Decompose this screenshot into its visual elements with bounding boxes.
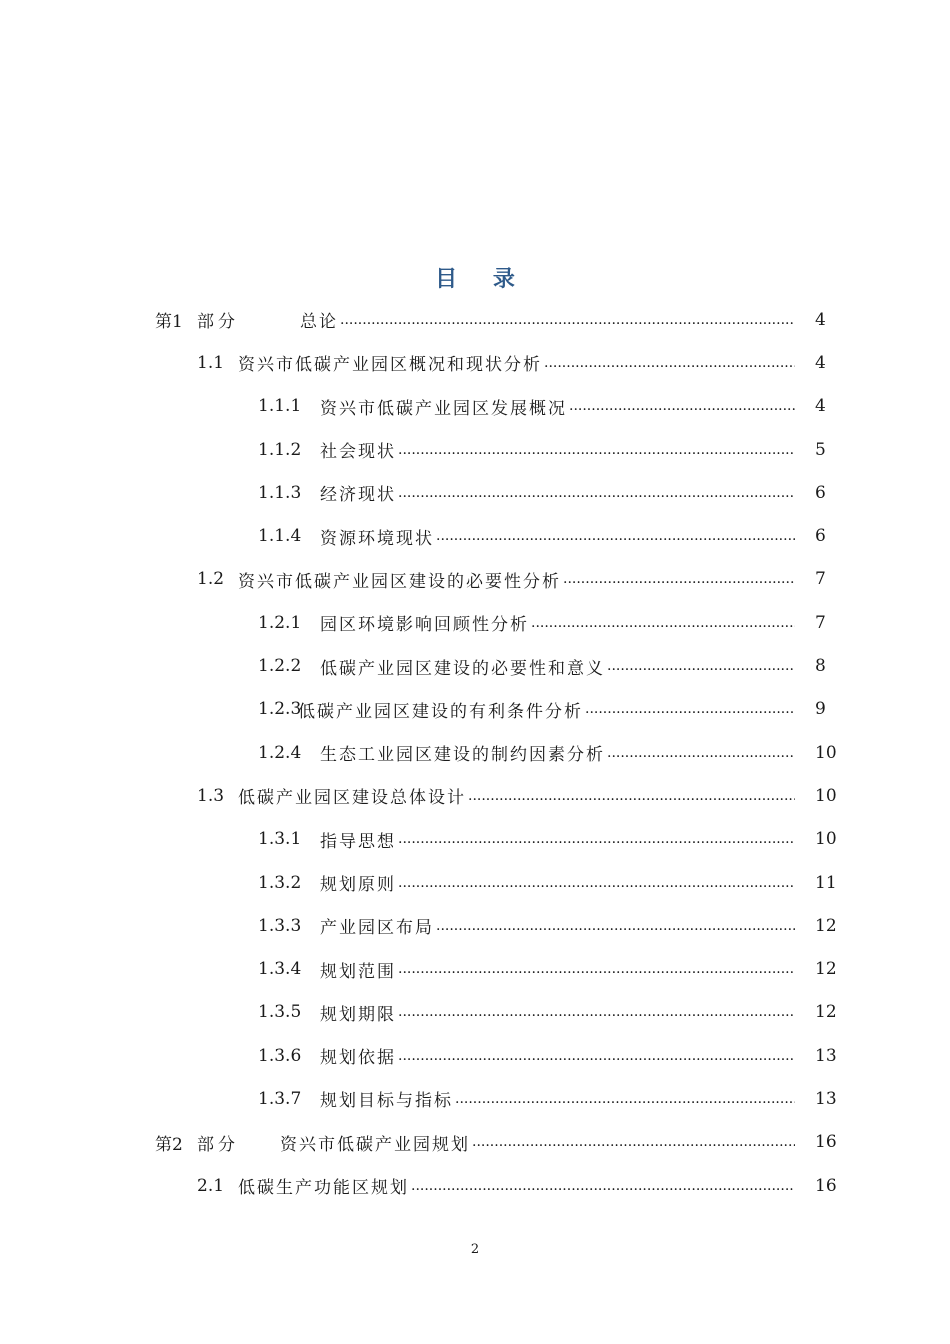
toc-entry-number: 1.3 (197, 785, 225, 806)
toc-entry-1-2-3[interactable] (0, 688, 950, 731)
table-of-contents (0, 298, 950, 1207)
toc-entry-part-1[interactable] (0, 298, 950, 341)
toc-entry-1-1-4[interactable] (0, 514, 950, 557)
toc-entry-label: 资兴市低碳产业园区概况和现状分析 (238, 355, 542, 376)
toc-entry-number: 1.1.2 (258, 439, 302, 460)
toc-entry-page: 8 (815, 656, 826, 677)
toc-entry-label: 规划范围 (320, 961, 396, 982)
toc-entry-number: 1.2.3 (258, 699, 302, 720)
toc-entry-1-2-4[interactable] (0, 731, 950, 774)
toc-entry-label: 低碳产业园区建设总体设计 (238, 788, 466, 809)
toc-entry-label: 规划原则 (320, 875, 396, 895)
toc-entry-page: 6 (815, 526, 826, 547)
toc-entry-number: 第1 (155, 312, 183, 333)
toc-entry-number: 1.3.2 (258, 872, 302, 893)
toc-entry-label: 社会现状 (320, 442, 396, 463)
toc-entry-1-3-2[interactable] (0, 861, 950, 904)
toc-entry-page: 5 (815, 439, 826, 460)
toc-entry-1-3[interactable] (0, 774, 950, 817)
toc-title: 目 录 (435, 266, 529, 292)
toc-entry-1-3-1[interactable] (0, 818, 950, 861)
toc-entry-1-1-1[interactable] (0, 385, 950, 428)
toc-entry-2-1[interactable] (0, 1164, 950, 1207)
toc-leader-dots (544, 355, 795, 371)
toc-entry-label: 指导思想 (320, 831, 396, 852)
toc-leader-dots (531, 615, 795, 631)
toc-entry-number: 1.2.4 (258, 742, 302, 763)
toc-leader-dots (563, 571, 795, 587)
toc-entry-page: 13 (815, 1088, 837, 1109)
toc-leader-dots (472, 1134, 795, 1150)
toc-entry-part-word: 部分 (197, 1134, 239, 1155)
toc-leader-dots (468, 788, 795, 804)
toc-entry-label: 资源环境现状 (320, 528, 434, 549)
toc-entry-page: 9 (815, 699, 826, 720)
toc-entry-label: 规划依据 (320, 1048, 396, 1069)
toc-entry-label: 规划目标与指标 (320, 1091, 453, 1112)
toc-entry-number: 1.2.2 (258, 656, 302, 677)
toc-entry-label: 资兴市低碳产业园区建设的必要性分析 (238, 571, 561, 592)
toc-entry-1-3-4[interactable] (0, 947, 950, 990)
toc-entry-label: 生态工业园区建设的制约因素分析 (320, 745, 605, 766)
toc-leader-dots (398, 1048, 795, 1064)
toc-leader-dots (398, 442, 795, 458)
toc-leader-dots (398, 1004, 795, 1020)
toc-entry-page: 12 (815, 1002, 837, 1023)
toc-entry-1-1-3[interactable] (0, 471, 950, 514)
toc-entry-number: 1.3.3 (258, 915, 302, 936)
toc-entry-number: 1.1.4 (258, 526, 302, 547)
toc-leader-dots (607, 658, 795, 674)
toc-entry-page: 4 (815, 396, 826, 417)
toc-leader-dots (607, 745, 795, 761)
toc-entry-page: 10 (815, 829, 837, 850)
toc-leader-dots (398, 961, 795, 977)
toc-entry-label: 规划期限 (320, 1004, 396, 1025)
toc-entry-label: 总论 (300, 312, 338, 333)
toc-entry-number: 2.1 (197, 1175, 225, 1196)
toc-entry-number: 1.3.6 (258, 1045, 302, 1066)
toc-leader-dots (569, 398, 795, 414)
toc-entry-number: 1.2.1 (258, 612, 302, 633)
toc-entry-page: 12 (815, 959, 837, 980)
toc-entry-page: 12 (815, 915, 837, 936)
toc-leader-dots (398, 875, 795, 891)
toc-entry-label: 园区环境影响回顾性分析 (320, 615, 529, 636)
toc-entry-1-1-2[interactable] (0, 428, 950, 471)
toc-entry-1-3-5[interactable] (0, 991, 950, 1034)
toc-entry-1-3-3[interactable] (0, 904, 950, 947)
toc-entry-page: 10 (815, 742, 837, 763)
toc-entry-1-1[interactable] (0, 341, 950, 384)
toc-entry-number: 1.3.4 (258, 959, 302, 980)
page-number: 2 (470, 1242, 480, 1257)
toc-entry-page: 13 (815, 1045, 837, 1066)
toc-leader-dots (398, 485, 795, 501)
toc-entry-label: 资兴市低碳产业园规划 (280, 1134, 470, 1155)
toc-entry-page: 11 (815, 872, 837, 893)
toc-entry-number: 1.1 (197, 352, 225, 373)
toc-entry-page: 4 (815, 309, 826, 330)
toc-leader-dots (340, 312, 795, 328)
toc-entry-page: 4 (815, 352, 826, 373)
toc-leader-dots (436, 528, 795, 544)
toc-entry-1-3-7[interactable] (0, 1077, 950, 1120)
toc-leader-dots (411, 1178, 795, 1194)
toc-entry-label: 低碳产业园区建设的有利条件分析 (298, 701, 583, 722)
toc-entry-number: 第2 (155, 1134, 183, 1155)
toc-entry-page: 16 (815, 1132, 837, 1153)
toc-entry-part-2[interactable] (0, 1121, 950, 1164)
toc-entry-number: 1.2 (197, 569, 225, 590)
toc-entry-number: 1.3.1 (258, 829, 302, 850)
toc-entry-number: 1.3.5 (258, 1002, 302, 1023)
toc-entry-page: 16 (815, 1175, 837, 1196)
toc-leader-dots (398, 831, 795, 847)
toc-entry-label: 低碳产业园区建设的必要性和意义 (320, 658, 605, 679)
toc-entry-part-word: 部分 (197, 312, 239, 333)
toc-entry-page: 6 (815, 482, 826, 503)
toc-entry-1-2-2[interactable] (0, 644, 950, 687)
toc-entry-number: 1.1.1 (258, 396, 302, 417)
toc-entry-1-2[interactable] (0, 558, 950, 601)
toc-entry-page: 7 (815, 569, 826, 590)
toc-entry-label: 经济现状 (320, 485, 396, 506)
toc-entry-number: 1.3.7 (258, 1088, 302, 1109)
toc-entry-number: 1.1.3 (258, 482, 302, 503)
toc-leader-dots (585, 701, 795, 717)
toc-entry-page: 10 (815, 785, 837, 806)
toc-leader-dots (455, 1091, 795, 1107)
toc-leader-dots (436, 918, 795, 934)
toc-entry-1-2-1[interactable] (0, 601, 950, 644)
toc-entry-1-3-6[interactable] (0, 1034, 950, 1077)
toc-entry-page: 7 (815, 612, 826, 633)
toc-entry-label: 低碳生产功能区规划 (238, 1178, 409, 1199)
toc-entry-label: 资兴市低碳产业园区发展概况 (320, 398, 567, 419)
toc-entry-label: 产业园区布局 (320, 918, 434, 939)
